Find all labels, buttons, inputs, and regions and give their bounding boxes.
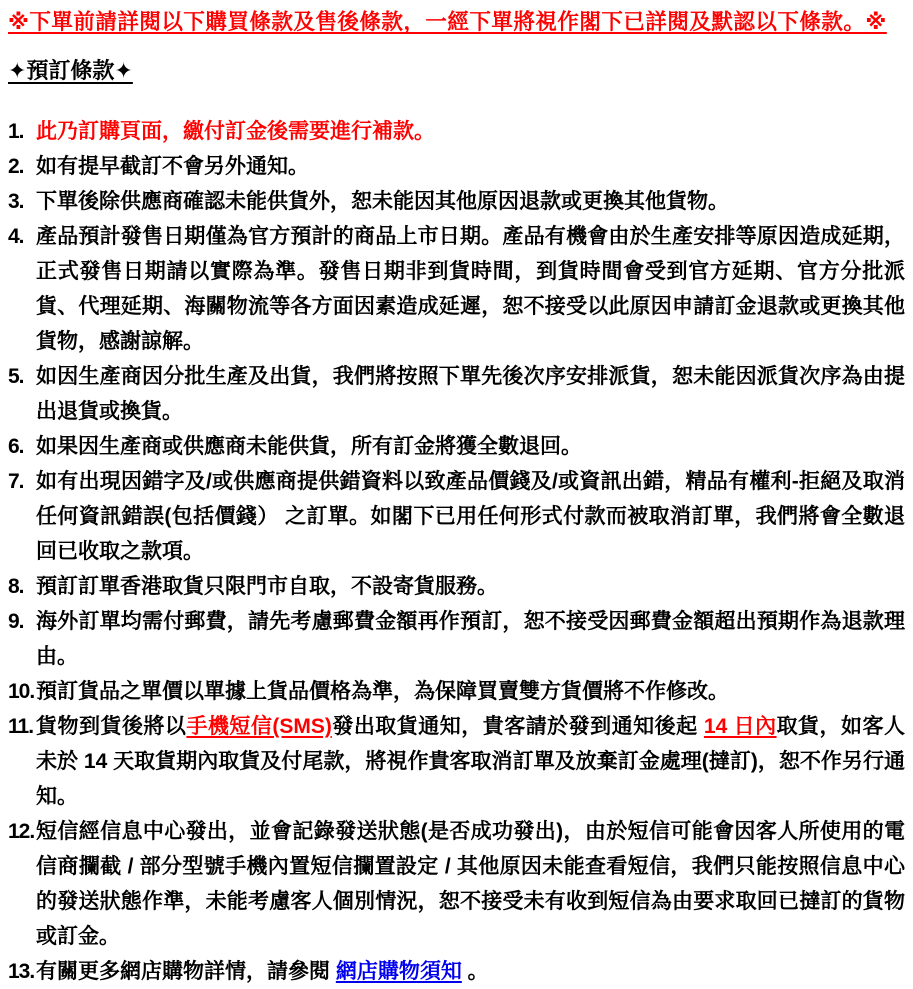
term-text: 如有出現因錯字及/或供應商提供錯資料以致產品價錢及/或資訊出錯，精品有權利-拒絕及取消任何資訊錯誤(包括價錢） 之訂單。如閣下已用任何形式付款而被取消訂單，我們將會全數退回已收取之款項。 xyxy=(36,470,905,563)
term-item xyxy=(8,604,905,674)
section-heading-row xyxy=(8,57,905,99)
term-number: 7. xyxy=(8,470,24,493)
term-number: 2. xyxy=(8,155,24,178)
term-text: 短信經信息中心發出，並會記錄發送狀態(是否成功發出)，由於短信可能會因客人所使用的電信商攔截 / 部分型號手機內置短信攔置設定 / 其他原因未能查看短信，我們只能按照信息中心的發送狀態作準，未能考慮客人個別情況，恕不接受未有收到短信為由要求取回已撻訂的貨物或訂金。 xyxy=(36,820,905,948)
term-item xyxy=(8,569,905,604)
term-number: 11. xyxy=(8,715,34,738)
term-text: 海外訂單均需付郵費，請先考慮郵費金額再作預訂，恕不接受因郵費金額超出預期作為退款理由。 xyxy=(36,610,905,668)
shop-guide-link[interactable]: 網店購物須知 xyxy=(335,960,462,983)
term-text: 。 xyxy=(461,960,489,983)
term-item xyxy=(8,954,905,989)
term-number: 8. xyxy=(8,575,24,598)
term-number: 12. xyxy=(8,820,35,843)
term-text: 預訂訂單香港取貨只限門市自取，不設寄貨服務。 xyxy=(36,575,498,598)
term-text: 貨物到貨後將以 xyxy=(36,715,187,738)
preorder-terms-heading: ✦預訂條款✦ xyxy=(8,58,133,83)
term-text: 有關更多網店購物詳情，請參閱 xyxy=(36,960,336,983)
term-item xyxy=(8,114,905,149)
term-text: 取貨，如客人未於 14 天取貨期內取貨及付尾款，將視作貴客取消訂單及放棄訂金處理(撻訂)，恕不作另行通知。 xyxy=(36,715,905,808)
term-text: 發出取貨通知，貴客請於發到通知後起 xyxy=(331,715,704,738)
term-text: 下單後除供應商確認未能供貨外，恕未能因其他原因退款或更換其他貨物。 xyxy=(36,190,729,213)
purchase-notice-banner: ※下單前請詳閱以下購買條款及售後條款，一經下單將視作閣下已詳閱及默認以下條款。※ xyxy=(8,10,887,34)
term-item xyxy=(8,674,905,709)
term-text: 預訂貨品之單價以單據上貨品價格為準，為保障買賣雙方貨價將不作修改。 xyxy=(36,680,729,703)
term-number: 4. xyxy=(8,225,24,248)
term-number: 10. xyxy=(8,680,35,703)
term-item xyxy=(8,429,905,464)
term-number: 6. xyxy=(8,435,24,458)
sms-notice-highlight: 手機短信(SMS) xyxy=(186,715,332,738)
deposit-balance-notice: 此乃訂購頁面，繳付訂金後需要進行補款。 xyxy=(36,120,435,143)
term-text: 如果因生產商或供應商未能供貨，所有訂金將獲全數退回。 xyxy=(36,435,582,458)
term-item xyxy=(8,464,905,569)
term-number: 1. xyxy=(8,120,24,143)
term-item xyxy=(8,149,905,184)
term-text: 產品預計發售日期僅為官方預計的商品上市日期。產品有機會由於生產安排等原因造成延期，正式發售日期請以實際為準。發售日期非到貨時間，到貨時間會受到官方延期、官方分批派貨、代理延期、海關物流等各方面因素造成延遲，恕不接受以此原因申請訂金退款或更換其他貨物，感謝諒解。 xyxy=(36,225,905,353)
term-number: 5. xyxy=(8,365,24,388)
term-number: 3. xyxy=(8,190,24,213)
term-number: 9. xyxy=(8,610,24,633)
term-number: 13. xyxy=(8,960,35,983)
term-item xyxy=(8,709,905,814)
term-text: 如有提早截訂不會另外通知。 xyxy=(36,155,309,178)
term-item xyxy=(8,359,905,429)
terms-list xyxy=(8,114,905,989)
term-item xyxy=(8,184,905,219)
term-item xyxy=(8,219,905,359)
pickup-deadline-highlight: 14 日內 xyxy=(703,715,777,738)
term-text: 如因生產商因分批生產及出貨，我們將按照下單先後次序安排派貨，恕未能因派貨次序為由提出退貨或換貨。 xyxy=(36,365,905,423)
term-item xyxy=(8,814,905,954)
